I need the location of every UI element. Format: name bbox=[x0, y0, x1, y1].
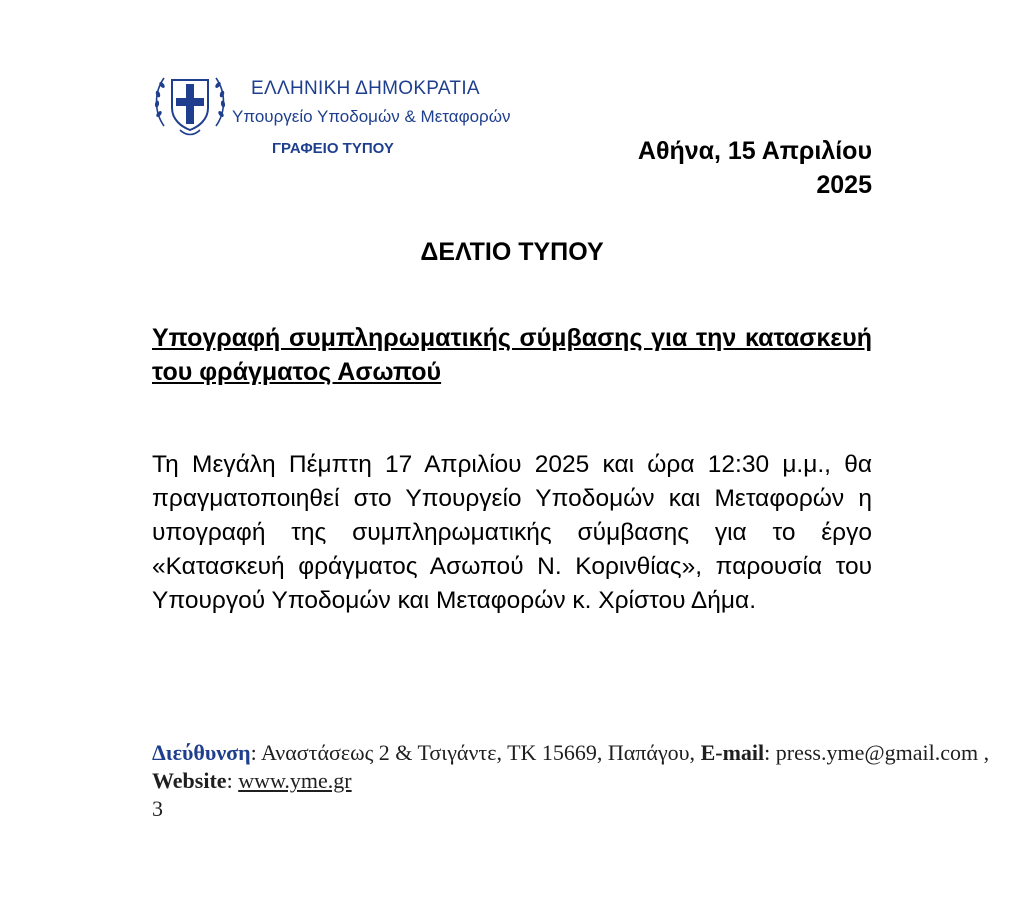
republic-heading: ΕΛΛΗΝΙΚΗ ΔΗΜΟΚΡΑΤΙΑ bbox=[251, 78, 480, 99]
greek-coat-of-arms-icon bbox=[150, 64, 230, 144]
contact-footer: Διεύθυνση: Αναστάσεως 2 & Τσιγάντε, ΤΚ 15669, Παπάγου, E-mail: press.yme@gmail.com , Website: www.yme.gr 3 bbox=[152, 739, 1002, 823]
email-value[interactable]: press.yme@gmail.com bbox=[775, 740, 979, 765]
email-label: E-mail bbox=[700, 740, 765, 765]
page-number: 3 bbox=[152, 796, 163, 821]
website-link[interactable]: www.yme.gr bbox=[238, 768, 352, 793]
website-label: Website bbox=[152, 768, 227, 793]
press-office-label: ΓΡΑΦΕΙΟ ΤΥΠΟΥ bbox=[272, 140, 394, 157]
document-title: ΔΕΛΤΙΟ ΤΥΠΟΥ bbox=[420, 238, 604, 266]
address-label: Διεύθυνση bbox=[152, 740, 251, 765]
date-text: Αθήνα, 15 Απριλίου bbox=[637, 137, 872, 165]
address-value: Αναστάσεως 2 & Τσιγάντε, ΤΚ 15669, Παπάγου, bbox=[261, 740, 696, 765]
date-line bbox=[638, 134, 872, 202]
press-release-body: Τη Μεγάλη Πέμπτη 17 Απριλίου 2025 και ώρα 12:30 μ.μ., θα πραγματοποιηθεί στο Υπουργείο Υποδομών και Μεταφορών η υπογραφή της συμπληρωματικής σύμβασης για το έργο «Κατασκευή φράγματος Ασωπού Ν. Κορινθίας», παρουσία του Υπουργού Υποδομών και Μεταφορών κ. Χρίστου Δήμα. bbox=[152, 451, 872, 614]
press-release-headline: Υπογραφή συμπληρωματικής σύμβασης για την κατασκευή του φράγματος Ασωπού bbox=[152, 324, 872, 386]
date-year: 2025 bbox=[816, 171, 872, 199]
ministry-name: Υπουργείο Υποδομών & Μεταφορών bbox=[232, 107, 511, 126]
